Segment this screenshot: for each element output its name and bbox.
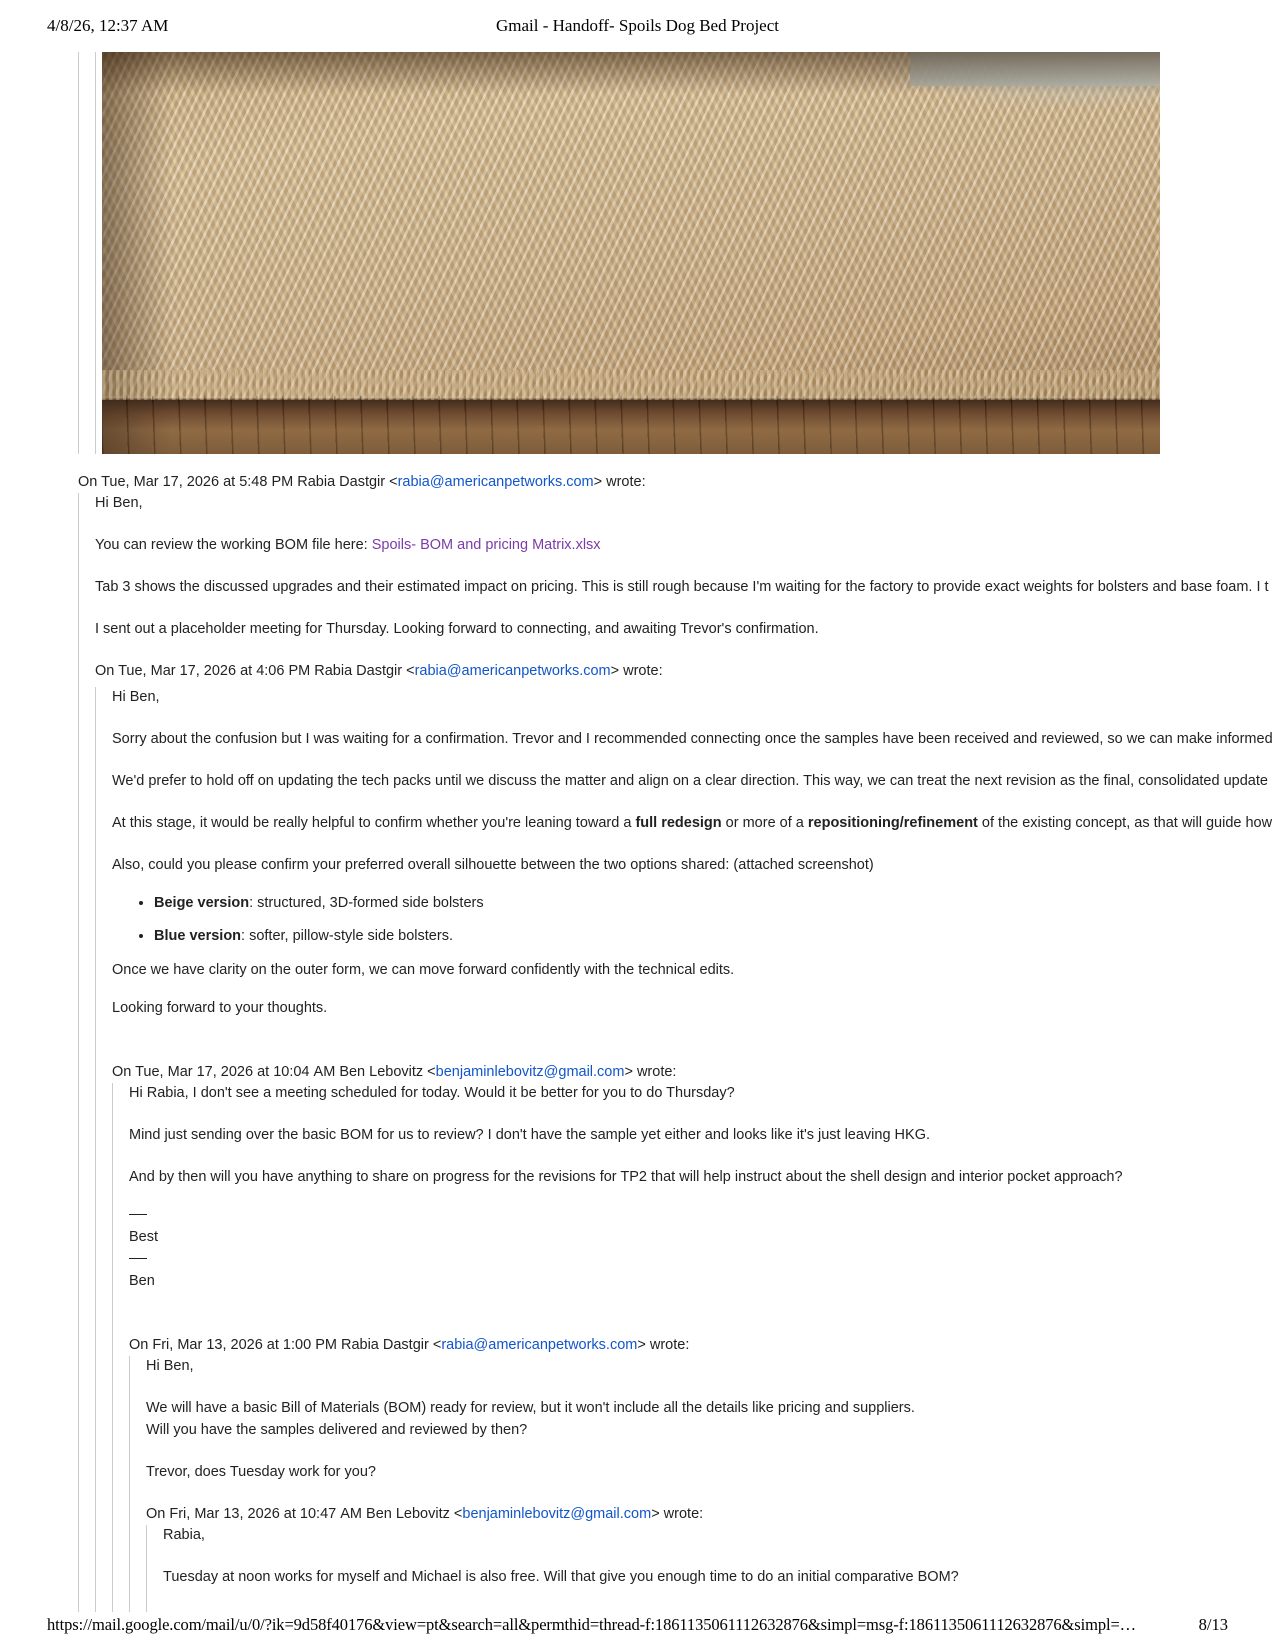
msg1-header-ampm: PM bbox=[271, 474, 294, 490]
attached-image bbox=[102, 52, 1160, 454]
msg5-header-post: > wrote: bbox=[651, 1506, 704, 1522]
print-footer bbox=[0, 1615, 1275, 1643]
list-item bbox=[154, 893, 1275, 913]
quote-header-msg2 bbox=[95, 661, 1275, 681]
msg1-p3: I sent out a placeholder meeting for Thursday. Looking forward to connecting, and awaiting Trevor's confirmation. bbox=[95, 621, 819, 637]
msg1-header-post: > wrote: bbox=[593, 474, 646, 490]
msg5-header-ampm: AM bbox=[340, 1506, 362, 1522]
quote-level-5 bbox=[146, 1525, 1275, 1612]
msg3-header-post: > wrote: bbox=[624, 1064, 677, 1080]
msg3-sig-dash-2 bbox=[129, 1249, 1275, 1269]
quote-level-4 bbox=[129, 1356, 1275, 1612]
email-thread bbox=[78, 472, 1275, 1612]
msg5-header-pre: On Fri, Mar 13, 2026 at 10:47 bbox=[146, 1506, 337, 1522]
msg5-p1: Tuesday at noon works for myself and Michael is also free. Will that give you enough time to do an initial comparative BOM? bbox=[163, 1569, 959, 1585]
msg2-header-post: > wrote: bbox=[610, 663, 663, 679]
print-title: Gmail - Handoff- Spoils Dog Bed Project bbox=[496, 16, 779, 35]
quote-header-msg4 bbox=[129, 1335, 1275, 1355]
quote-level-2 bbox=[95, 687, 1275, 1612]
msg1-greeting: Hi Ben, bbox=[95, 495, 143, 511]
msg2-p3-a: At this stage, it would be really helpful to confirm whether you're leaning toward a bbox=[112, 815, 636, 831]
msg2-header-pre: On Tue, Mar 17, 2026 at 4:06 bbox=[95, 663, 285, 679]
msg3-sig-dash-1 bbox=[129, 1205, 1275, 1225]
msg2-p3-c: or more of a bbox=[721, 815, 808, 831]
msg2-p3-e: of the existing concept, as that will guide how bbox=[977, 815, 1273, 831]
msg5-p2 bbox=[163, 1609, 1275, 1612]
msg2-p6: Looking forward to your thoughts. bbox=[112, 1000, 328, 1016]
msg1-p1 bbox=[95, 535, 1275, 555]
msg2-p5: Once we have clarity on the outer form, we can move forward confidently with the technical edits. bbox=[112, 962, 735, 978]
msg1-p1-pre: You can review the working BOM file here: bbox=[95, 537, 372, 553]
print-footer-page: 8/13 bbox=[1198, 1615, 1228, 1634]
bullet-1-bold: Blue version bbox=[154, 928, 242, 944]
msg3-header-sender: Ben Lebovitz < bbox=[339, 1064, 436, 1080]
email-link-rabia-2[interactable]: rabia@americanpetworks.com bbox=[414, 663, 611, 679]
bullet-0-rest: : structured, 3D-formed side bolsters bbox=[249, 895, 484, 911]
msg4-greeting: Hi Ben, bbox=[146, 1358, 194, 1374]
silhouette-options-list bbox=[112, 893, 1275, 946]
msg1-header-pre: On Tue, Mar 17, 2026 at 5:48 bbox=[78, 474, 268, 490]
quote-header-msg3 bbox=[112, 1062, 1275, 1082]
bullet-0-bold: Beige version bbox=[154, 895, 250, 911]
print-date: 4/8/26, 12:37 AM bbox=[47, 16, 169, 35]
msg5-greeting: Rabia, bbox=[163, 1527, 205, 1543]
msg2-p4: Also, could you please confirm your preferred overall silhouette between the two options shared: (attached screenshot) bbox=[112, 857, 874, 873]
email-link-rabia-3[interactable]: rabia@americanpetworks.com bbox=[441, 1337, 638, 1353]
quote-header-msg5 bbox=[146, 1504, 1275, 1524]
msg4-header-post: > wrote: bbox=[637, 1337, 690, 1353]
msg2-p3-bold-redesign: full redesign bbox=[635, 815, 722, 831]
email-link-ben-2[interactable]: benjaminlebovitz@gmail.com bbox=[462, 1506, 652, 1522]
em-dash-icon bbox=[129, 1258, 147, 1259]
msg3-p3: And by then will you have anything to share on progress for the revisions for TP2 that will help instruct about the shell design and interior pocket approach? bbox=[129, 1169, 1123, 1185]
msg2-p2: We'd prefer to hold off on updating the tech packs until we discuss the matter and align on a clear direction. This way, we can treat the next revision as the final, consolidated update bbox=[112, 773, 1268, 789]
msg2-header-ampm: PM bbox=[288, 663, 311, 679]
msg2-p1: Sorry about the confusion but I was waiting for a confirmation. Trevor and I recommended connecting once the samples have been received and reviewed, so we can make informed bbox=[112, 731, 1273, 747]
msg4-header-sender: Rabia Dastgir < bbox=[340, 1337, 442, 1353]
quote-header-msg1 bbox=[78, 472, 1275, 492]
msg4-header-ampm: PM bbox=[315, 1337, 337, 1353]
msg3-sig-name: Ben bbox=[129, 1273, 155, 1289]
email-link-ben[interactable]: benjaminlebovitz@gmail.com bbox=[435, 1064, 625, 1080]
msg2-p3-bold-repositioning: repositioning/refinement bbox=[807, 815, 978, 831]
msg3-header-pre: On Tue, Mar 17, 2026 at 10:04 bbox=[112, 1064, 310, 1080]
msg4-p1b: Will you have the samples delivered and reviewed by then? bbox=[146, 1422, 528, 1438]
attachment-link-bom-xlsx[interactable]: Spoils- BOM and pricing Matrix.xlsx bbox=[371, 537, 601, 553]
msg1-header-sender: Rabia Dastgir < bbox=[297, 474, 398, 490]
print-header bbox=[0, 0, 1275, 52]
quote-level-1 bbox=[78, 493, 1275, 1612]
msg2-header-sender: Rabia Dastgir < bbox=[314, 663, 415, 679]
em-dash-icon bbox=[129, 1214, 147, 1215]
msg2-p3 bbox=[112, 813, 1275, 833]
msg1-p2: Tab 3 shows the discussed upgrades and their estimated impact on pricing. This is still rough because I'm waiting for the factory to provide exact weights for bolsters and base foam. I t bbox=[95, 579, 1269, 595]
msg4-header-pre: On Fri, Mar 13, 2026 at 1:00 bbox=[129, 1337, 312, 1353]
msg3-sig-best: Best bbox=[129, 1229, 159, 1245]
print-footer-url: https://mail.google.com/mail/u/0/?ik=9d58f40176&view=pt&search=all&permthid=thread-f:1861135061112632876&simpl=msg-f:1861135061112632876&simpl=… bbox=[47, 1615, 1137, 1634]
email-page bbox=[0, 52, 1275, 1612]
msg4-p2: Trevor, does Tuesday work for you? bbox=[146, 1464, 376, 1480]
msg2-greeting: Hi Ben, bbox=[112, 689, 160, 705]
msg3-p1: Hi Rabia, I don't see a meeting scheduled for today. Would it be better for you to do Thursday? bbox=[129, 1085, 735, 1101]
email-link-rabia[interactable]: rabia@americanpetworks.com bbox=[397, 474, 594, 490]
msg3-p2: Mind just sending over the basic BOM for us to review? I don't have the sample yet either and looks like it's just leaving HKG. bbox=[129, 1127, 931, 1143]
quote-level-3 bbox=[112, 1083, 1275, 1612]
list-item bbox=[154, 926, 1275, 946]
bullet-1-rest: : softer, pillow-style side bolsters. bbox=[241, 928, 453, 944]
msg4-p1a: We will have a basic Bill of Materials (BOM) ready for review, but it won't include all the details like pricing and suppliers. bbox=[146, 1400, 915, 1416]
msg5-header-sender: Ben Lebovitz < bbox=[366, 1506, 463, 1522]
msg3-header-ampm: AM bbox=[313, 1064, 336, 1080]
